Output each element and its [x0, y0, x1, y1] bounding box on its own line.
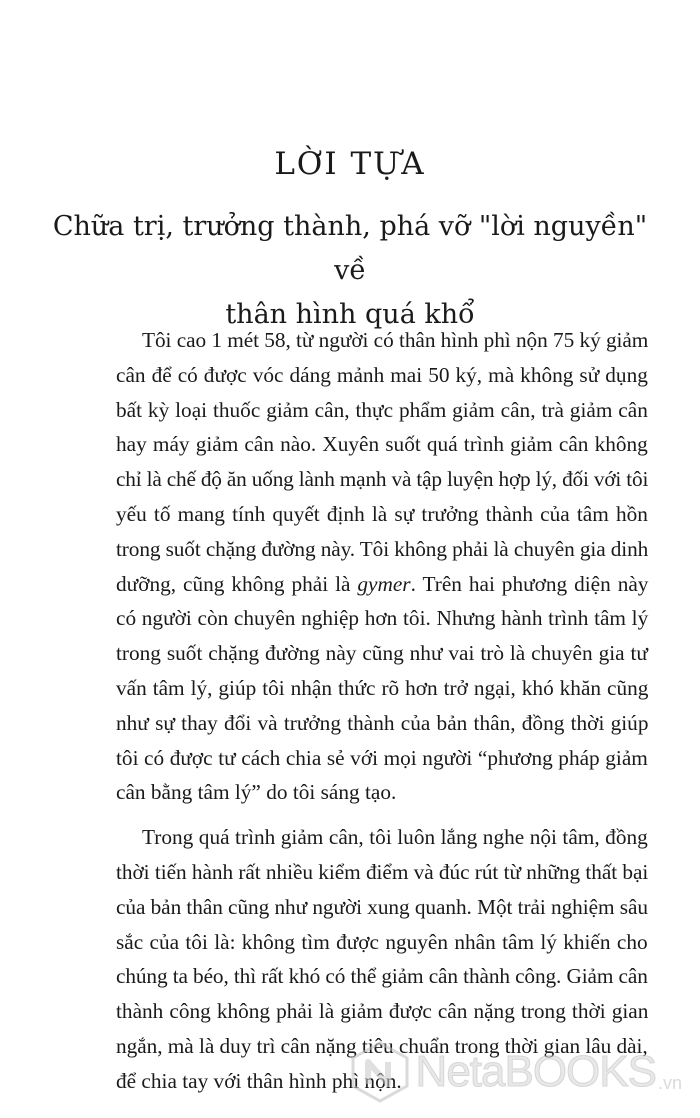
paragraph-1 [88, 323, 648, 810]
text-line: để chia tay với thân hình phì nộn. [116, 1068, 402, 1093]
text-line: Tôi cao 1 mét 58, từ người có thân hình phì nộn 75 ký giảm [142, 328, 649, 352]
body-text [88, 323, 648, 1099]
subtitle-line-1: Chữa trị, trưởng thành, phá vỡ "lời nguyền" về [52, 211, 648, 286]
watermark [348, 1034, 682, 1110]
neta-logo-icon [348, 1040, 412, 1104]
text-line: chỉ là chế độ ăn uống lành mạnh và tập luyện hợp lý, đối với tôi [116, 467, 649, 492]
text-line: cân để có được vóc dáng mảnh mai 50 ký, mà không sử dụng [116, 362, 648, 387]
text-line: tôi có được tư cách chia sẻ với mọi người “phương pháp giảm [116, 745, 648, 770]
text-line: yếu tố mang tính quyết định là sự trưởng thành của tâm hồn [116, 501, 648, 526]
text-segment: . Trên hai phương diện này [410, 571, 649, 596]
page-title: LỜI TỰA [274, 146, 426, 182]
text-line: vấn tâm lý, giúp tôi nhận thức rõ hơn trở ngại, khó khăn cũng [116, 675, 649, 700]
italic-term: gymer [357, 571, 411, 596]
text-line-mixed [88, 567, 648, 602]
text-line: của bản thân cũng như người xung quanh. Một trải nghiệm sâu [116, 894, 648, 919]
text-segment: dưỡng, cũng không phải là [116, 571, 358, 596]
subtitle-line-2: thân hình quá khổ [225, 299, 475, 330]
text-line: sắc của tôi là: không tìm được nguyên nhân tâm lý khiến cho [116, 929, 648, 954]
text-line: ngắn, mà là duy trì cân nặng tiêu chuẩn trong thời gian lâu dài, [116, 1033, 648, 1058]
text-line: cân bằng tâm lý” do tôi sáng tạo. [116, 780, 397, 805]
text-line: trong suốt chặng đường này cũng như vai trò là chuyên gia tư [116, 641, 648, 666]
text-line: chúng ta béo, thì rất khó có thể giảm cân thành công. Giảm cân [116, 964, 648, 989]
text-line: trong suốt chặng đường này. Tôi không phải là chuyên gia dinh [116, 536, 649, 561]
watermark-suffix: .vn [657, 1073, 682, 1093]
watermark-brand: NetaBOOKS [415, 1047, 656, 1096]
text-line: thời tiến hành rất nhiều kiểm điểm và đúc rút từ những thất bại [116, 859, 649, 884]
text-line: có người còn chuyên nghiệp hơn tôi. Nhưng hành trình tâm lý [116, 606, 649, 631]
text-line: Trong quá trình giảm cân, tôi luôn lắng nghe nội tâm, đồng [142, 825, 648, 850]
page-subtitle [50, 205, 650, 337]
text-line: bất kỳ loại thuốc giảm cân, thực phẩm giảm cân, trà giảm cân [116, 397, 648, 422]
text-line: như sự thay đổi và trưởng thành của bản thân, đồng thời giúp [116, 710, 649, 735]
text-line: hay máy giảm cân nào. Xuyên suốt quá trình giảm cân không [116, 432, 648, 457]
text-line: thành công không phải là giảm được cân nặng trong thời gian [116, 999, 649, 1024]
